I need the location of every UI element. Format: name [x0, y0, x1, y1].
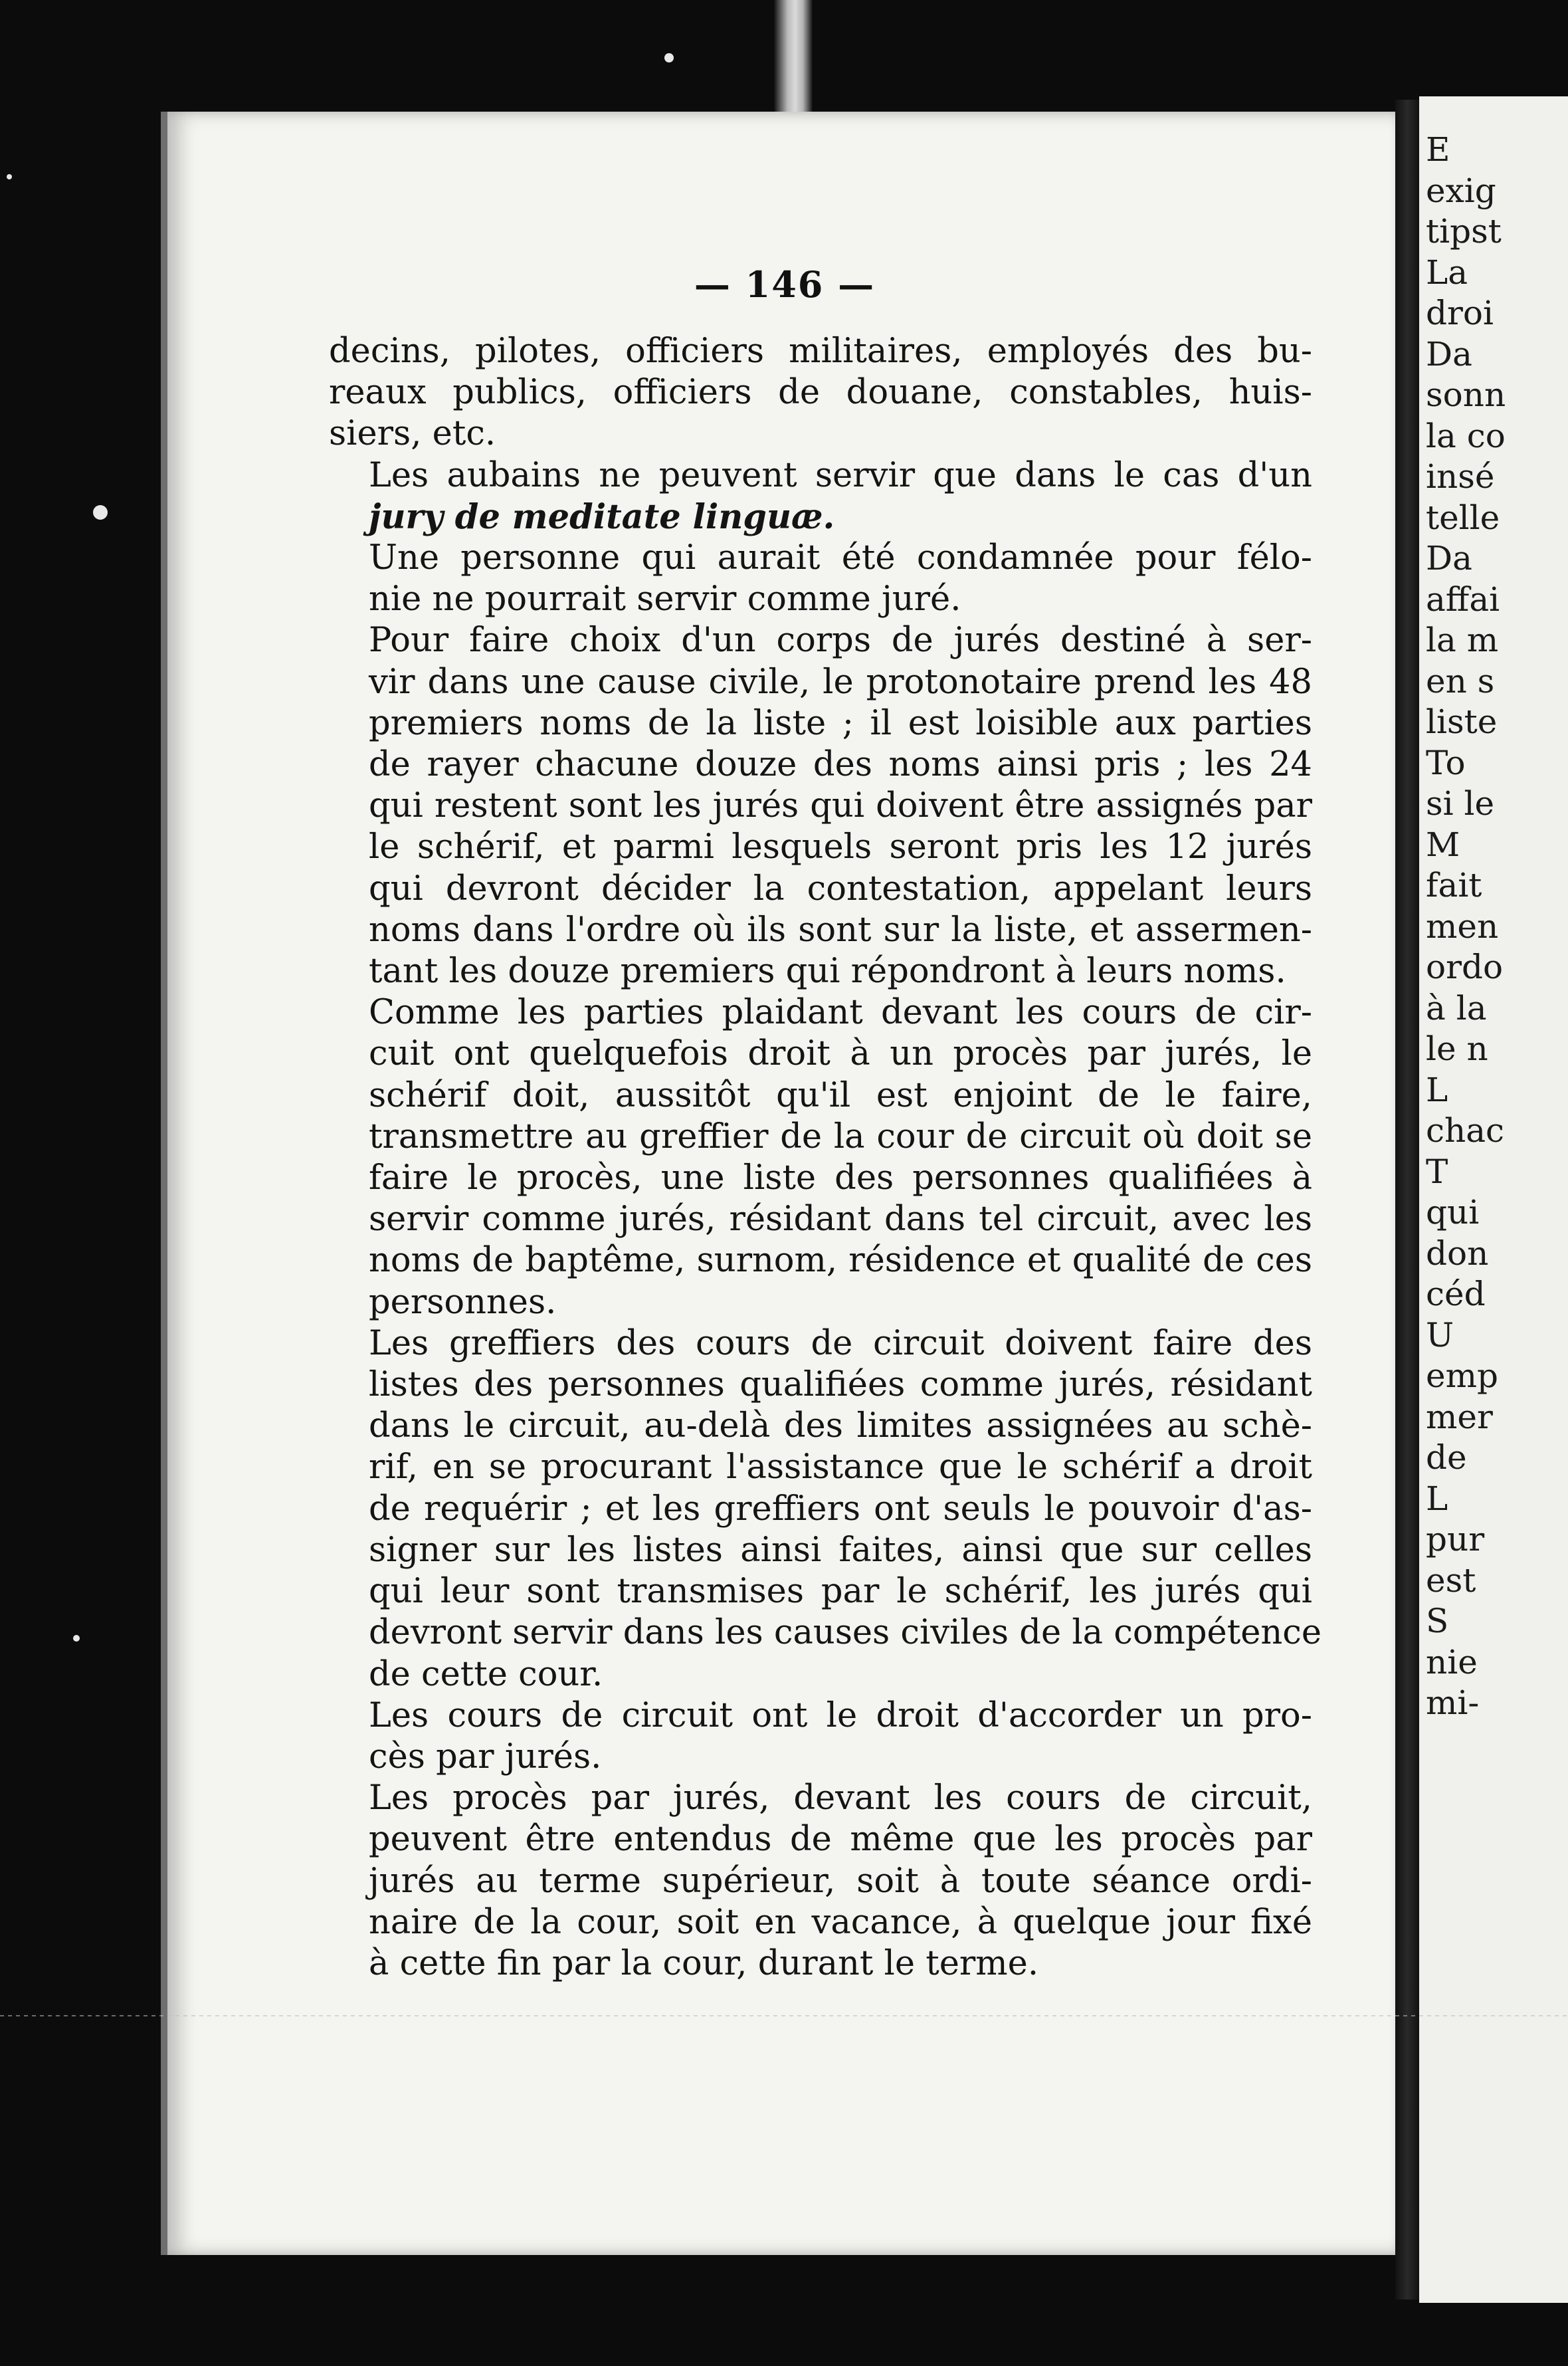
text-line: decins, pilotes, officiers militaires, employés des bu-: [329, 332, 1312, 371]
text-line: Comme les parties plaidant devant les cours de cir-: [369, 993, 1312, 1033]
text-line: premiers noms de la liste ; il est loisible aux parties: [369, 703, 1312, 743]
text-line: vir dans une cause civile, le protonotaire prend les 48: [369, 662, 1312, 702]
paragraph: [329, 455, 1312, 538]
adjacent-page-text: [1419, 96, 1568, 1724]
adjacent-page-line: mi-: [1426, 1683, 1480, 1722]
adjacent-page-line: emp: [1426, 1356, 1499, 1395]
text-line: noms de baptême, surnom, résidence et qualité de ces: [369, 1241, 1312, 1281]
adjacent-page-line: L: [1426, 1070, 1448, 1109]
page-number: — 146 —: [694, 263, 876, 306]
adjacent-page-line: T: [1426, 1152, 1448, 1191]
paragraph: [329, 1323, 1322, 1695]
adjacent-page-line: sonn: [1426, 376, 1506, 414]
text-line: le schérif, et parmi lesquels seront pris les 12 jurés: [369, 827, 1312, 867]
text-line: Une personne qui aurait été condamnée pour félo-: [369, 538, 1312, 578]
text-line: Les procès par jurés, devant les cours de circuit,: [369, 1778, 1312, 1818]
text-line: tant les douze premiers qui répondront à leurs noms.: [369, 952, 1286, 992]
text-line: rif, en se procurant l'assistance que le schérif a droit: [369, 1448, 1312, 1487]
text-line: transmettre au greffier de la cour de circuit où doit se: [369, 1117, 1312, 1156]
text-line: faire le procès, une liste des personnes qualifiées à: [369, 1158, 1312, 1198]
text-line: personnes.: [369, 1282, 557, 1322]
dust-speck: [93, 505, 108, 520]
text-line: de cette cour.: [369, 1654, 603, 1694]
adjacent-page-line: insé: [1426, 457, 1495, 496]
adjacent-page: [1419, 96, 1568, 2303]
scanner-edge-stripe: [774, 0, 813, 123]
text-line: jurés au terme supérieur, soit à toute séance ordi-: [369, 1861, 1312, 1901]
adjacent-page-line: mer: [1426, 1397, 1493, 1436]
text-line: listes des personnes qualifiées comme jurés, résidant: [369, 1365, 1312, 1405]
book-gutter: [1395, 100, 1419, 2300]
paragraph: [329, 1695, 1312, 1778]
text-line: qui devront décider la contestation, appelant leurs: [369, 869, 1312, 909]
adjacent-page-line: chac: [1426, 1111, 1505, 1150]
adjacent-page-line: affai: [1426, 580, 1500, 619]
adjacent-page-line: S: [1426, 1602, 1449, 1640]
text-line: Pour faire choix d'un corps de jurés destiné à ser-: [369, 621, 1312, 661]
text-line: schérif doit, aussitôt qu'il est enjoint de le faire,: [369, 1075, 1312, 1115]
adjacent-page-line: à la: [1426, 988, 1487, 1027]
text-line: de rayer chacune douze des noms ainsi pris ; les 24: [369, 745, 1312, 785]
text-line: peuvent être entendus de même que les procès par: [369, 1820, 1312, 1860]
adjacent-page-line: M: [1426, 825, 1460, 864]
adjacent-page-line: To: [1426, 743, 1466, 782]
adjacent-page-line: nie: [1426, 1642, 1478, 1681]
paragraph: [329, 538, 1312, 620]
adjacent-page-line: en s: [1426, 661, 1495, 700]
adjacent-page-line: Da: [1426, 539, 1472, 578]
text-line: devront servir dans les causes civiles de la compétence: [369, 1613, 1322, 1653]
book-page: [161, 112, 1402, 2255]
dust-speck: [7, 174, 12, 179]
text-line: de requérir ; et les greffiers ont seuls le pouvoir d'as-: [369, 1489, 1312, 1529]
adjacent-page-line: liste: [1426, 702, 1498, 741]
dust-speck: [73, 1635, 80, 1642]
adjacent-page-line: de: [1426, 1438, 1467, 1477]
paragraph: [329, 1778, 1312, 1985]
adjacent-page-line: tipst: [1426, 212, 1502, 251]
adjacent-page-line: la m: [1426, 621, 1499, 659]
text-line: servir comme jurés, résidant dans tel circuit, avec les: [369, 1200, 1312, 1239]
text-line: siers, etc.: [329, 414, 496, 454]
adjacent-page-line: pur: [1426, 1520, 1485, 1559]
latin-phrase: jury de meditate linguæ.: [369, 496, 835, 537]
text-line: à cette fin par la cour, durant le terme.: [369, 1943, 1039, 1983]
paragraph: [329, 992, 1312, 1323]
adjacent-page-line: est: [1426, 1560, 1476, 1600]
text-line: qui leur sont transmises par le schérif, les jurés qui: [369, 1572, 1312, 1612]
scan-artifact-line: [0, 2015, 1568, 2016]
text-line: qui restent sont les jurés qui doivent être assignés par: [369, 786, 1312, 826]
adjacent-page-line: L: [1426, 1479, 1448, 1518]
adjacent-page-line: céd: [1426, 1275, 1486, 1313]
paragraph: [329, 331, 1312, 455]
adjacent-page-line: si le: [1426, 784, 1495, 823]
adjacent-page-line: don: [1426, 1234, 1489, 1273]
text-line: reaux publics, officiers de douane, constables, huis-: [329, 373, 1312, 413]
adjacent-page-line: La: [1426, 253, 1468, 292]
adjacent-page-line: Da: [1426, 334, 1472, 374]
adjacent-page-line: la co: [1426, 416, 1506, 455]
text-line: cès par jurés.: [369, 1737, 602, 1776]
text-line: Les aubains ne peuvent servir que dans le cas d'un: [369, 455, 1312, 495]
page-body-text: [329, 331, 1322, 1985]
adjacent-page-line: qui: [1426, 1193, 1480, 1232]
adjacent-page-line: men: [1426, 907, 1499, 946]
adjacent-page-line: ordo: [1426, 948, 1504, 986]
text-line: Les cours de circuit ont le droit d'accorder un pro-: [369, 1695, 1312, 1735]
adjacent-page-line: exig: [1426, 171, 1496, 210]
text-line: cuit ont quelquefois droit à un procès par jurés, le: [369, 1034, 1312, 1074]
text-line: Les greffiers des cours de circuit doivent faire des: [369, 1323, 1312, 1363]
text-line: signer sur les listes ainsi faites, ainsi que sur celles: [369, 1530, 1312, 1570]
text-line: noms dans l'ordre où ils sont sur la liste, et assermen-: [369, 910, 1312, 950]
text-line: nie ne pourrait servir comme juré.: [369, 580, 961, 619]
adjacent-page-line: U: [1426, 1315, 1454, 1354]
paragraph: [329, 620, 1312, 992]
adjacent-page-line: E: [1426, 130, 1450, 169]
text-line: naire de la cour, soit en vacance, à quelque jour fixé: [369, 1902, 1312, 1942]
adjacent-page-line: fait: [1426, 866, 1482, 905]
adjacent-page-line: droi: [1426, 294, 1494, 332]
dust-speck: [664, 53, 674, 62]
adjacent-page-line: le n: [1426, 1029, 1488, 1068]
text-line: dans le circuit, au-delà des limites assignées au schè-: [369, 1406, 1312, 1446]
adjacent-page-line: telle: [1426, 498, 1500, 537]
